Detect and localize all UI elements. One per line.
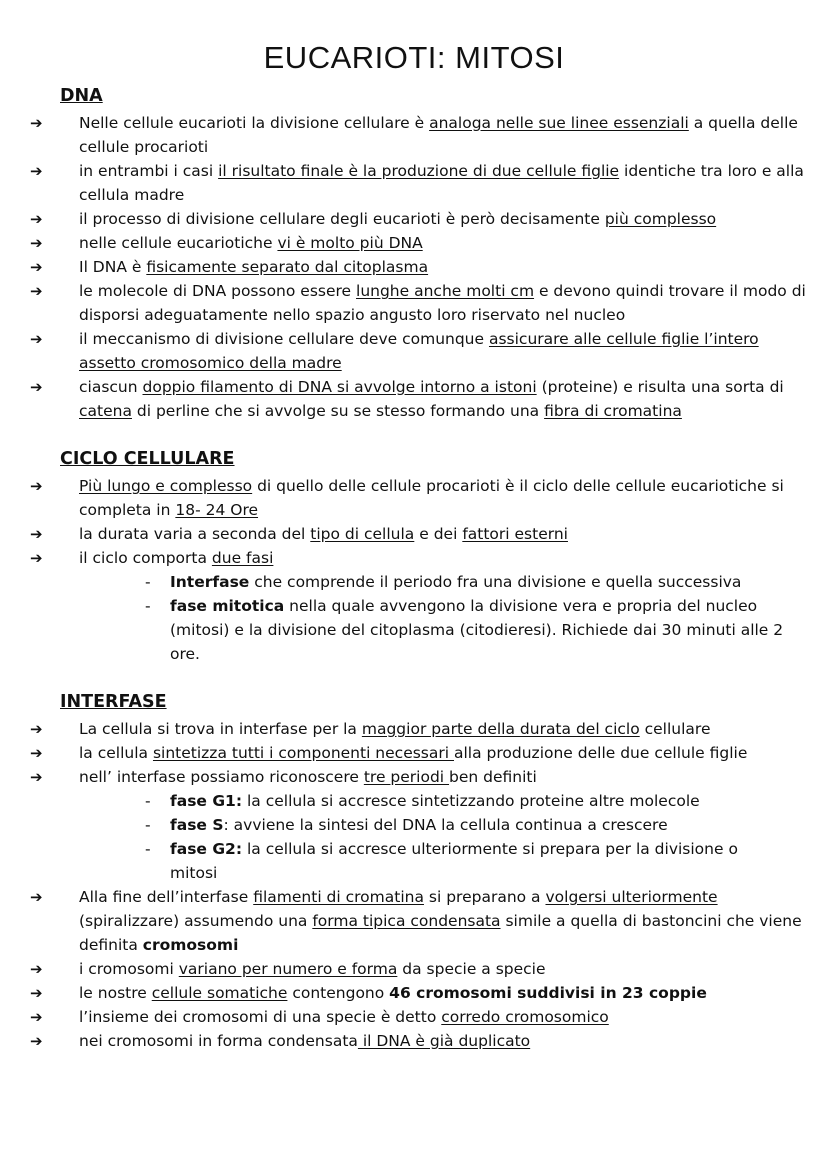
arrow-icon: ➔	[30, 960, 43, 978]
list-item: ➔ il processo di divisione cellulare degli eucarioti è però decisamente più complesso	[0, 207, 828, 231]
dash-icon: -	[145, 597, 151, 615]
arrow-icon: ➔	[30, 477, 43, 495]
dash-icon: -	[145, 816, 151, 834]
section-heading-ciclo-cellulare: CICLO CELLULARE	[60, 449, 235, 469]
arrow-icon: ➔	[30, 525, 43, 543]
arrow-icon: ➔	[30, 720, 43, 738]
arrow-icon: ➔	[30, 330, 43, 348]
list-item: ➔ il meccanismo di divisione cellulare deve comunque assicurare alle cellule figlie l’intero assetto cromosomico della madre	[0, 327, 828, 375]
dna-bullet-list	[0, 111, 828, 423]
list-item: ➔ nelle cellule eucariotiche vi è molto più DNA	[0, 231, 828, 255]
arrow-icon: ➔	[30, 378, 43, 396]
arrow-icon: ➔	[30, 258, 43, 276]
arrow-icon: ➔	[30, 1032, 43, 1050]
sub-list-item: - fase G1: la cellula si accresce sintetizzando proteine altre molecole	[0, 789, 828, 813]
arrow-icon: ➔	[30, 282, 43, 300]
list-item: ➔ i cromosomi variano per numero e forma da specie a specie	[0, 957, 828, 981]
page-title: EUCARIOTI: MITOSI	[263, 40, 565, 75]
arrow-icon: ➔	[30, 234, 43, 252]
ciclo-sub-list	[0, 570, 828, 666]
list-item: ➔ la cellula sintetizza tutti i componenti necessari alla produzione delle due cellule figlie	[0, 741, 828, 765]
arrow-icon: ➔	[30, 768, 43, 786]
arrow-icon: ➔	[30, 162, 43, 180]
sub-list-item: - fase mitotica nella quale avvengono la divisione vera e propria del nucleo (mitosi) e la divisione del citoplasma (citodieresi). Richiede dai 30 minuti alle 2 ore.	[0, 594, 828, 666]
arrow-icon: ➔	[30, 549, 43, 567]
interfase-bullet-list	[0, 717, 828, 1053]
list-item: ➔ l’insieme dei cromosomi di una specie è detto corredo cromosomico	[0, 1005, 828, 1029]
list-item: ➔ la durata varia a seconda del tipo di cellula e dei fattori esterni	[0, 522, 828, 546]
arrow-icon: ➔	[30, 210, 43, 228]
list-item: ➔ le molecole di DNA possono essere lunghe anche molti cm e devono quindi trovare il modo di disporsi adeguatamente nello spazio angusto loro riservato nel nucleo	[0, 279, 828, 327]
arrow-icon: ➔	[30, 888, 43, 906]
dash-icon: -	[145, 573, 151, 591]
list-item: ➔ ciascun doppio filamento di DNA si avvolge intorno a istoni (proteine) e risulta una sorta di catena di perline che si avvolge su se stesso formando una fibra di cromatina	[0, 375, 828, 423]
arrow-icon: ➔	[30, 114, 43, 132]
list-item: ➔ nell’ interfase possiamo riconoscere tre periodi ben definiti - fase G1: la cellula si accresce sintetizzando proteine altre molecole - fase S: avviene la sintesi del DNA la cellula continua a crescere - fase G2: la cellula si accresce ulteriormente si prepara per la divisione o mitosi	[0, 765, 828, 885]
arrow-icon: ➔	[30, 744, 43, 762]
ciclo-bullet-list	[0, 474, 828, 666]
list-item: ➔ il ciclo comporta due fasi - Interfase che comprende il periodo fra una divisione e quella successiva - fase mitotica nella quale avvengono la divisione vera e propria del nucleo (mitosi) e la divisione del citoplasma (citodieresi). Richiede dai 30 minuti alle 2 ore.	[0, 546, 828, 666]
interfase-sub-list	[0, 789, 828, 885]
sub-list-item: - fase S: avviene la sintesi del DNA la cellula continua a crescere	[0, 813, 828, 837]
sub-list-item: - Interfase che comprende il periodo fra una divisione e quella successiva	[0, 570, 828, 594]
dash-icon: -	[145, 840, 151, 858]
dash-icon: -	[145, 792, 151, 810]
list-item: ➔ Il DNA è fisicamente separato dal citoplasma	[0, 255, 828, 279]
arrow-icon: ➔	[30, 1008, 43, 1026]
sub-list-item: - fase G2: la cellula si accresce ulteriormente si prepara per la divisione o mitosi	[0, 837, 828, 885]
list-item: ➔ La cellula si trova in interfase per la maggior parte della durata del ciclo cellulare	[0, 717, 828, 741]
section-heading-interfase: INTERFASE	[60, 692, 167, 712]
list-item: ➔ in entrambi i casi il risultato finale è la produzione di due cellule figlie identiche tra loro e alla cellula madre	[0, 159, 828, 207]
list-item: ➔ Nelle cellule eucarioti la divisione cellulare è analoga nelle sue linee essenziali a quella delle cellule procarioti	[0, 111, 828, 159]
section-heading-dna: DNA	[60, 86, 103, 106]
arrow-icon: ➔	[30, 984, 43, 1002]
list-item: ➔ le nostre cellule somatiche contengono 46 cromosomi suddivisi in 23 coppie	[0, 981, 828, 1005]
list-item: ➔ Alla fine dell’interfase filamenti di cromatina si preparano a volgersi ulteriormente (spiralizzare) assumendo una forma tipica condensata simile a quella di bastoncini che viene definita cromosomi	[0, 885, 828, 957]
list-item: ➔ Più lungo e complesso di quello delle cellule procarioti è il ciclo delle cellule eucariotiche si completa in 18- 24 Ore	[0, 474, 828, 522]
list-item: ➔ nei cromosomi in forma condensata il DNA è già duplicato	[0, 1029, 828, 1053]
